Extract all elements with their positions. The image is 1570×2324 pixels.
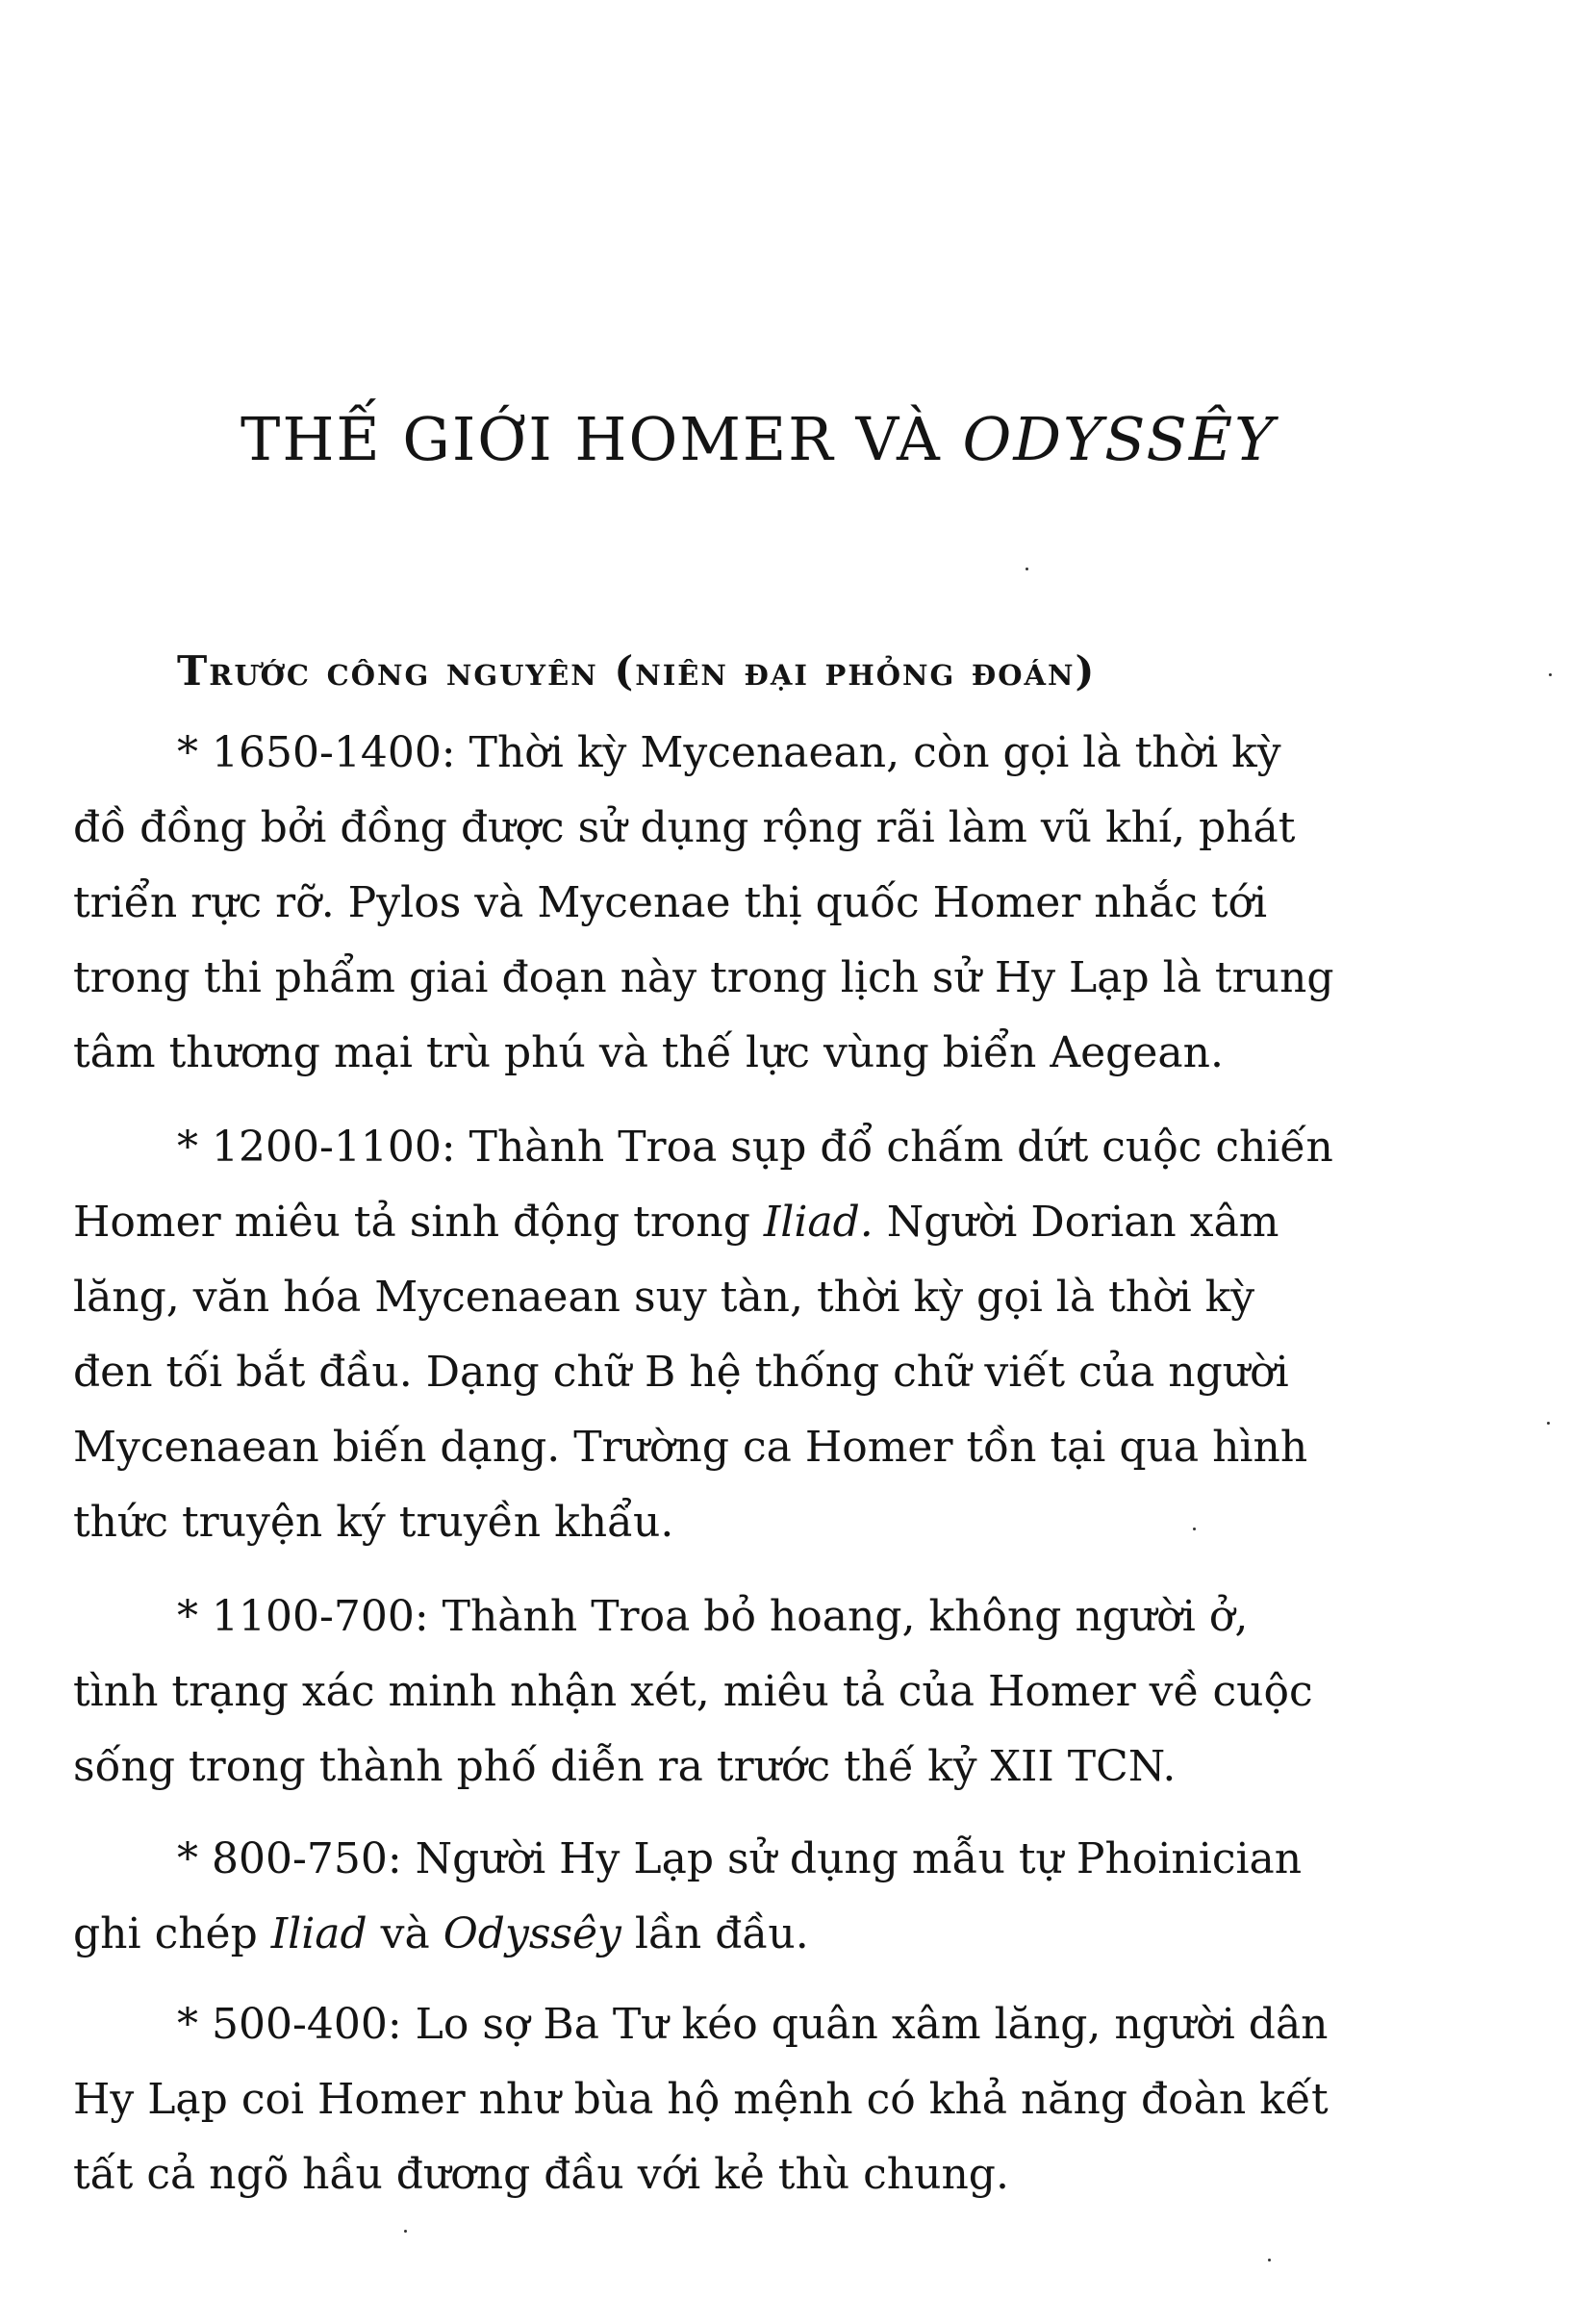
timeline-entry-500-400 xyxy=(73,1987,1372,2212)
entry-line: đen tối bắt đầu. Dạng chữ B hệ thống chữ viết của người xyxy=(73,1348,1289,1397)
book-title-odyssey: Odyssêy xyxy=(443,1909,621,1958)
section-heading: Trước công nguyên (niên đại phỏng đoán) xyxy=(177,647,1097,695)
scan-speck xyxy=(1547,1422,1550,1425)
entry-line: trong thi phẩm giai đoạn này trong lịch sử Hy Lạp là trung xyxy=(73,953,1334,1002)
scan-speck xyxy=(404,2230,407,2233)
chapter-title xyxy=(241,396,1395,483)
entry-line: tất cả ngõ hầu đương đầu với kẻ thù chung. xyxy=(73,2150,1009,2199)
scan-speck xyxy=(1193,1528,1196,1530)
entry-text: và xyxy=(367,1909,443,1958)
entry-line xyxy=(73,1897,1372,1972)
entry-line xyxy=(73,1185,1372,1260)
entry-line: Hy Lạp coi Homer như bùa hộ mệnh có khả năng đoàn kết xyxy=(73,2075,1329,2124)
timeline-entry-1650-1400 xyxy=(73,716,1372,1091)
entry-line: tâm thương mại trù phú và thế lực vùng biển Aegean. xyxy=(73,1028,1224,1077)
entry-line: * 500-400: Lo sợ Ba Tư kéo quân xâm lăng, người dân xyxy=(177,2000,1329,2049)
scan-speck xyxy=(1026,568,1028,570)
entry-line: lăng, văn hóa Mycenaean suy tàn, thời kỳ gọi là thời kỳ xyxy=(73,1273,1255,1322)
entry-line: Mycenaean biến dạng. Trường ca Homer tồn tại qua hình xyxy=(73,1423,1308,1472)
entry-line: * 1100-700: Thành Troa bỏ hoang, không người ở, xyxy=(177,1592,1249,1641)
scan-speck xyxy=(1549,673,1552,676)
scan-speck xyxy=(1268,2259,1271,2261)
entry-line: * 1650-1400: Thời kỳ Mycenaean, còn gọi là thời kỳ xyxy=(177,728,1281,777)
entry-line: đồ đồng bởi đồng được sử dụng rộng rãi làm vũ khí, phát xyxy=(73,803,1296,852)
entry-line: sống trong thành phố diễn ra trước thế kỷ XII TCN. xyxy=(73,1742,1177,1791)
entry-line: thức truyện ký truyền khẩu. xyxy=(73,1498,674,1547)
entry-text: Người Dorian xâm xyxy=(873,1198,1279,1247)
entry-text: ghi chép xyxy=(73,1909,271,1958)
entry-line: tình trạng xác minh nhận xét, miêu tả của Homer về cuộc xyxy=(73,1667,1313,1716)
timeline-entry-800-750 xyxy=(73,1822,1372,1972)
entry-text: Homer miêu tả sinh động trong xyxy=(73,1198,764,1247)
timeline-entry-1200-1100 xyxy=(73,1110,1372,1560)
timeline-entry-1100-700 xyxy=(73,1579,1372,1805)
book-title-iliad: Iliad. xyxy=(763,1198,874,1247)
entry-text: lần đầu. xyxy=(620,1909,809,1958)
chapter-title-text: THẾ GIỚI HOMER VÀ xyxy=(241,404,963,474)
entry-line: * 1200-1100: Thành Troa sụp đổ chấm dứt cuộc chiến xyxy=(177,1123,1333,1172)
entry-line: * 800-750: Người Hy Lạp sử dụng mẫu tự Phoinician xyxy=(177,1834,1303,1883)
book-title-iliad: Iliad xyxy=(270,1909,367,1958)
chapter-title-italic: ODYSSÊY xyxy=(962,404,1277,474)
entry-line: triển rực rỡ. Pylos và Mycenae thị quốc Homer nhắc tới xyxy=(73,878,1268,927)
